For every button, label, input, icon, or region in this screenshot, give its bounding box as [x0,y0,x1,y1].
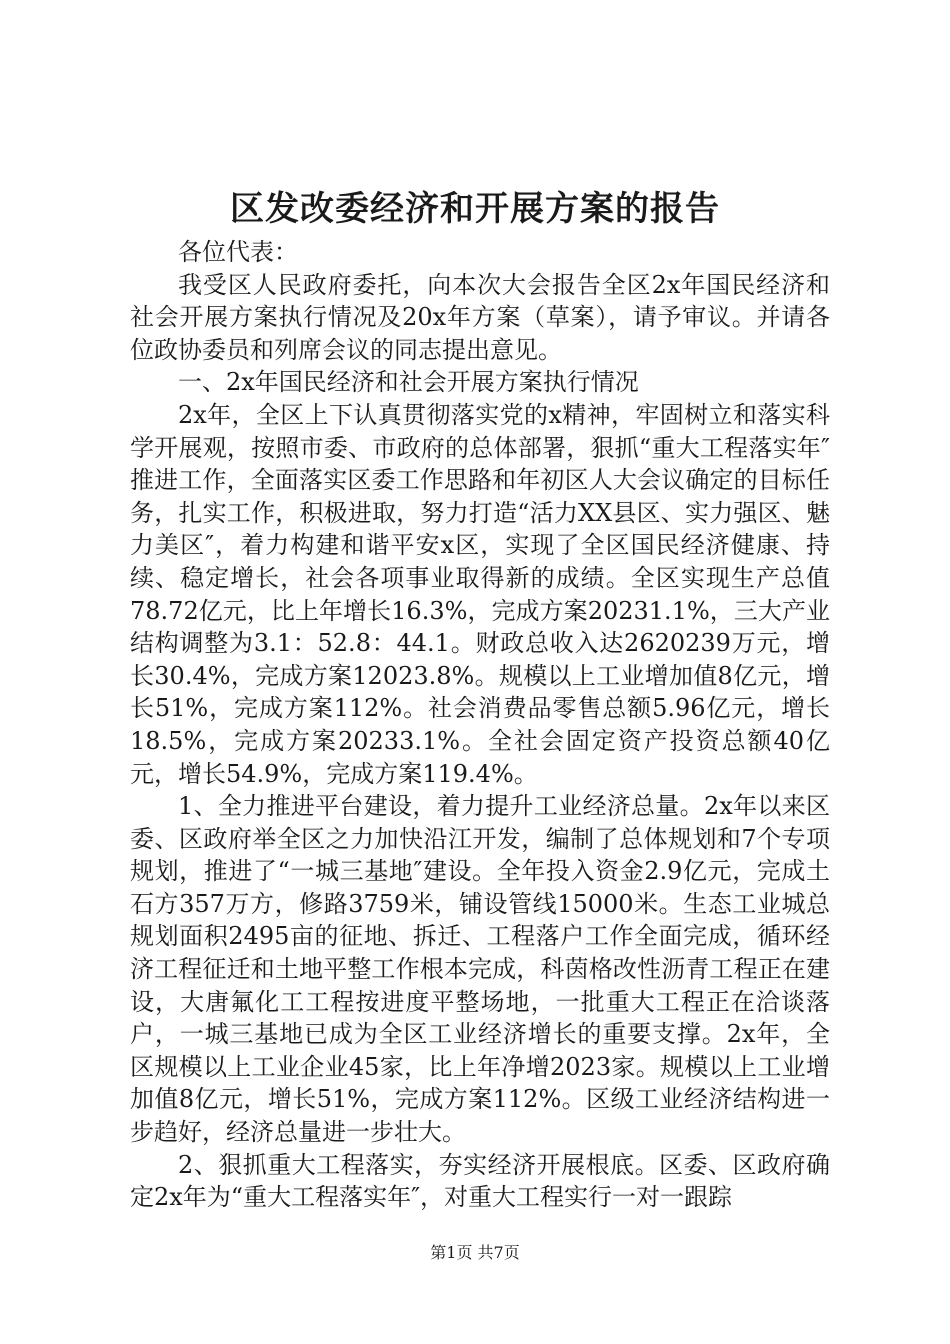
paragraph-overview: 2x年，全区上下认真贯彻落实党的x精神，牢固树立和落实科学开展观，按照市委、市政府的总体部署，狠抓“重大工程落实年″推进工作，全面落实区委工作思路和年初区人大会议确定的目标任务，扎实工作，积极进取，努力打造“活力XX县区、实力强区、魅力美区″，着力构建和谐平安x区，实现了全区国民经济健康、持续、稳定增长，社会各项事业取得新的成绩。全区实现生产总值78.72亿元，比上年增长16.3%，完成方案20231.1%，三大产业结构调整为3.1：52.8：44.1。财政总收入达2620239万元，增长30.4%，完成方案12023.8%。规模以上工业增加值8亿元，增长51%，完成方案112%。社会消费品零售总额5.96亿元，增长18.5%，完成方案20233.1%。全社会固定资产投资总额40亿元，增长54.9%，完成方案119.4%。 [130,400,830,788]
document-body [130,236,830,1214]
paragraph-salutation: 各位代表： [178,238,298,266]
paragraph-intro: 我受区人民政府委托，向本次大会报告全区2x年国民经济和社会开展方案执行情况及20x年方案（草案），请予审议。并请各位政协委员和列席会议的同志提出意见。 [130,270,830,364]
document-title: 区发改委经济和开展方案的报告 [230,189,720,229]
page-number-footer: 第1页 共7页 [430,1243,520,1262]
section-heading-1: 一、2x年国民经济和社会开展方案执行情况 [178,368,639,397]
paragraph-item-1: 1、全力推进平台建设，着力提升工业经济总量。2x年以来区委、区政府举全区之力加快沿江开发，编制了总体规划和7个专项规划，推进了“一城三基地″建设。全年投入资金2.9亿元，完成土石方357万方，修路3759米，铺设管线15000米。生态工业城总规划面积2495亩的征地、拆迁、工程落户工作全面完成，循环经济工程征迁和土地平整工作根本完成，科茵格改性沥青工程正在建设，大唐氟化工工程按进度平整场地，一批重大工程正在洽谈落户，一城三基地已成为全区工业经济增长的重要支撑。2x年，全区规模以上工业企业45家，比上年净增2023家。规模以上工业增加值8亿元，增长51%，完成方案112%。区级工业经济结构进一步趋好，经济总量进一步壮大。 [130,792,830,1147]
paragraph-item-2: 2、狠抓重大工程落实，夯实经济开展根底。区委、区政府确定2x年为“重大工程落实年″，对重大工程实行一对一跟踪 [130,1150,830,1212]
